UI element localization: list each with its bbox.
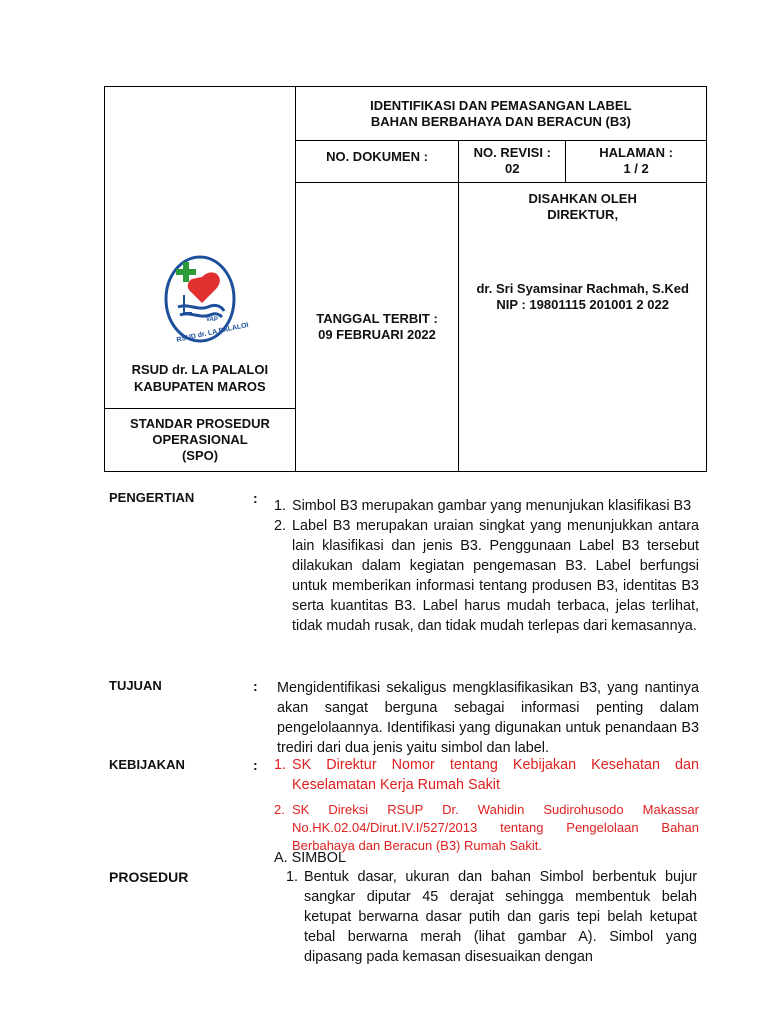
tujuan-body: Mengidentifikasi sekaligus mengklasifikasikan B3, yang nantinya akan sangat berguna sebagai informasi penting dalam pengelolaannya. Identifikasi yang digunakan untuk penandaan B3 trediri dari dua jenis yaitu simbol dan label. — [277, 680, 699, 756]
org-region: KABUPATEN MAROS — [133, 379, 266, 394]
prosedur-body — [286, 867, 697, 967]
kebijakan-colon: : — [253, 757, 258, 773]
tujuan-label: TUJUAN — [109, 678, 162, 693]
org-name: RSUD dr. LA PALALOI — [131, 362, 269, 377]
pengertian-colon: : — [253, 490, 258, 506]
hospital-logo — [162, 255, 250, 347]
director-nip: NIP : 19801115 201001 2 022 — [496, 297, 669, 312]
document-title: IDENTIFIKASI DAN PEMASANGAN LABEL BAHAN BERBAHAYA DAN BERACUN (B3) — [295, 87, 706, 141]
list-item: 2. Label B3 merupakan uraian singkat yang menunjukkan antara lain klasifikasi dan jenis B3. Penggunaan Label B3 tersebut dilakukan dalam kegiatan pengemasan B3. Label berfungsi untuk memberikan informasi tentang produsen B3, identitas B3 serta kuantitas B3. Label harus mudah terbaca, jelas terlihat, tidak mudah rusak, dan tidak mudah terlepas dari kemasannya. — [274, 518, 699, 634]
list-item: 2. SK Direksi RSUP Dr. Wahidin Sudirohusodo Makassar No.HK.02.04/Dirut.IV.I/527/2013 tentang Pengelolaan Bahan Berbahaya dan Beracun (B3) Rumah Sakit. — [274, 802, 699, 853]
no-dokumen-cell: NO. DOKUMEN : — [295, 141, 459, 183]
prosedur-section-a: A. SIMBOL — [274, 850, 346, 866]
director-name: dr. Sri Syamsinar Rachmah, S.Ked — [476, 281, 689, 296]
kebijakan-label: KEBIJAKAN — [109, 757, 185, 772]
prosedur-label: PROSEDUR — [109, 869, 189, 885]
list-item: 1. Simbol B3 merupakan gambar yang menunjukan klasifikasi B3 — [274, 498, 692, 514]
no-revisi-cell: NO. REVISI : 02 — [459, 141, 566, 183]
approval-cell: DISAHKAN OLEH DIREKTUR, dr. Sri Syamsinar Rachmah, S.Ked NIP : 19801115 201001 2 022 — [459, 183, 707, 472]
list-item: 1. SK Direktur Nomor tentang Kebijakan Kesehatan dan Keselamatan Kerja Rumah Sakit — [274, 757, 699, 793]
tujuan-colon: : — [253, 678, 258, 694]
pengertian-label: PENGERTIAN — [109, 490, 195, 505]
list-item: 1. Bentuk dasar, ukuran dan bahan Simbol berbentuk bujur sangkar diputar 45 derajat sehingga membentuk belah ketupat berwarna dasar putih dan garis tepi belah ketupat tebal berwarna merah (lihat gambar A). Simbol yang dipasang pada kemasan disesuaikan dengan — [286, 869, 697, 965]
spo-cell: STANDAR PROSEDUR OPERASIONAL (SPO) — [104, 408, 296, 471]
tanggal-terbit-cell: TANGGAL TERBIT : 09 FEBRUARI 2022 — [295, 183, 459, 472]
halaman-cell: HALAMAN : 1 / 2 — [566, 141, 707, 183]
svg-text:RSUD dr. LA PALALOI: RSUD dr. LA PALALOI — [175, 321, 250, 344]
pengertian-body — [274, 496, 699, 636]
svg-text:VAP: VAP — [205, 317, 218, 323]
kebijakan-body — [274, 755, 699, 855]
